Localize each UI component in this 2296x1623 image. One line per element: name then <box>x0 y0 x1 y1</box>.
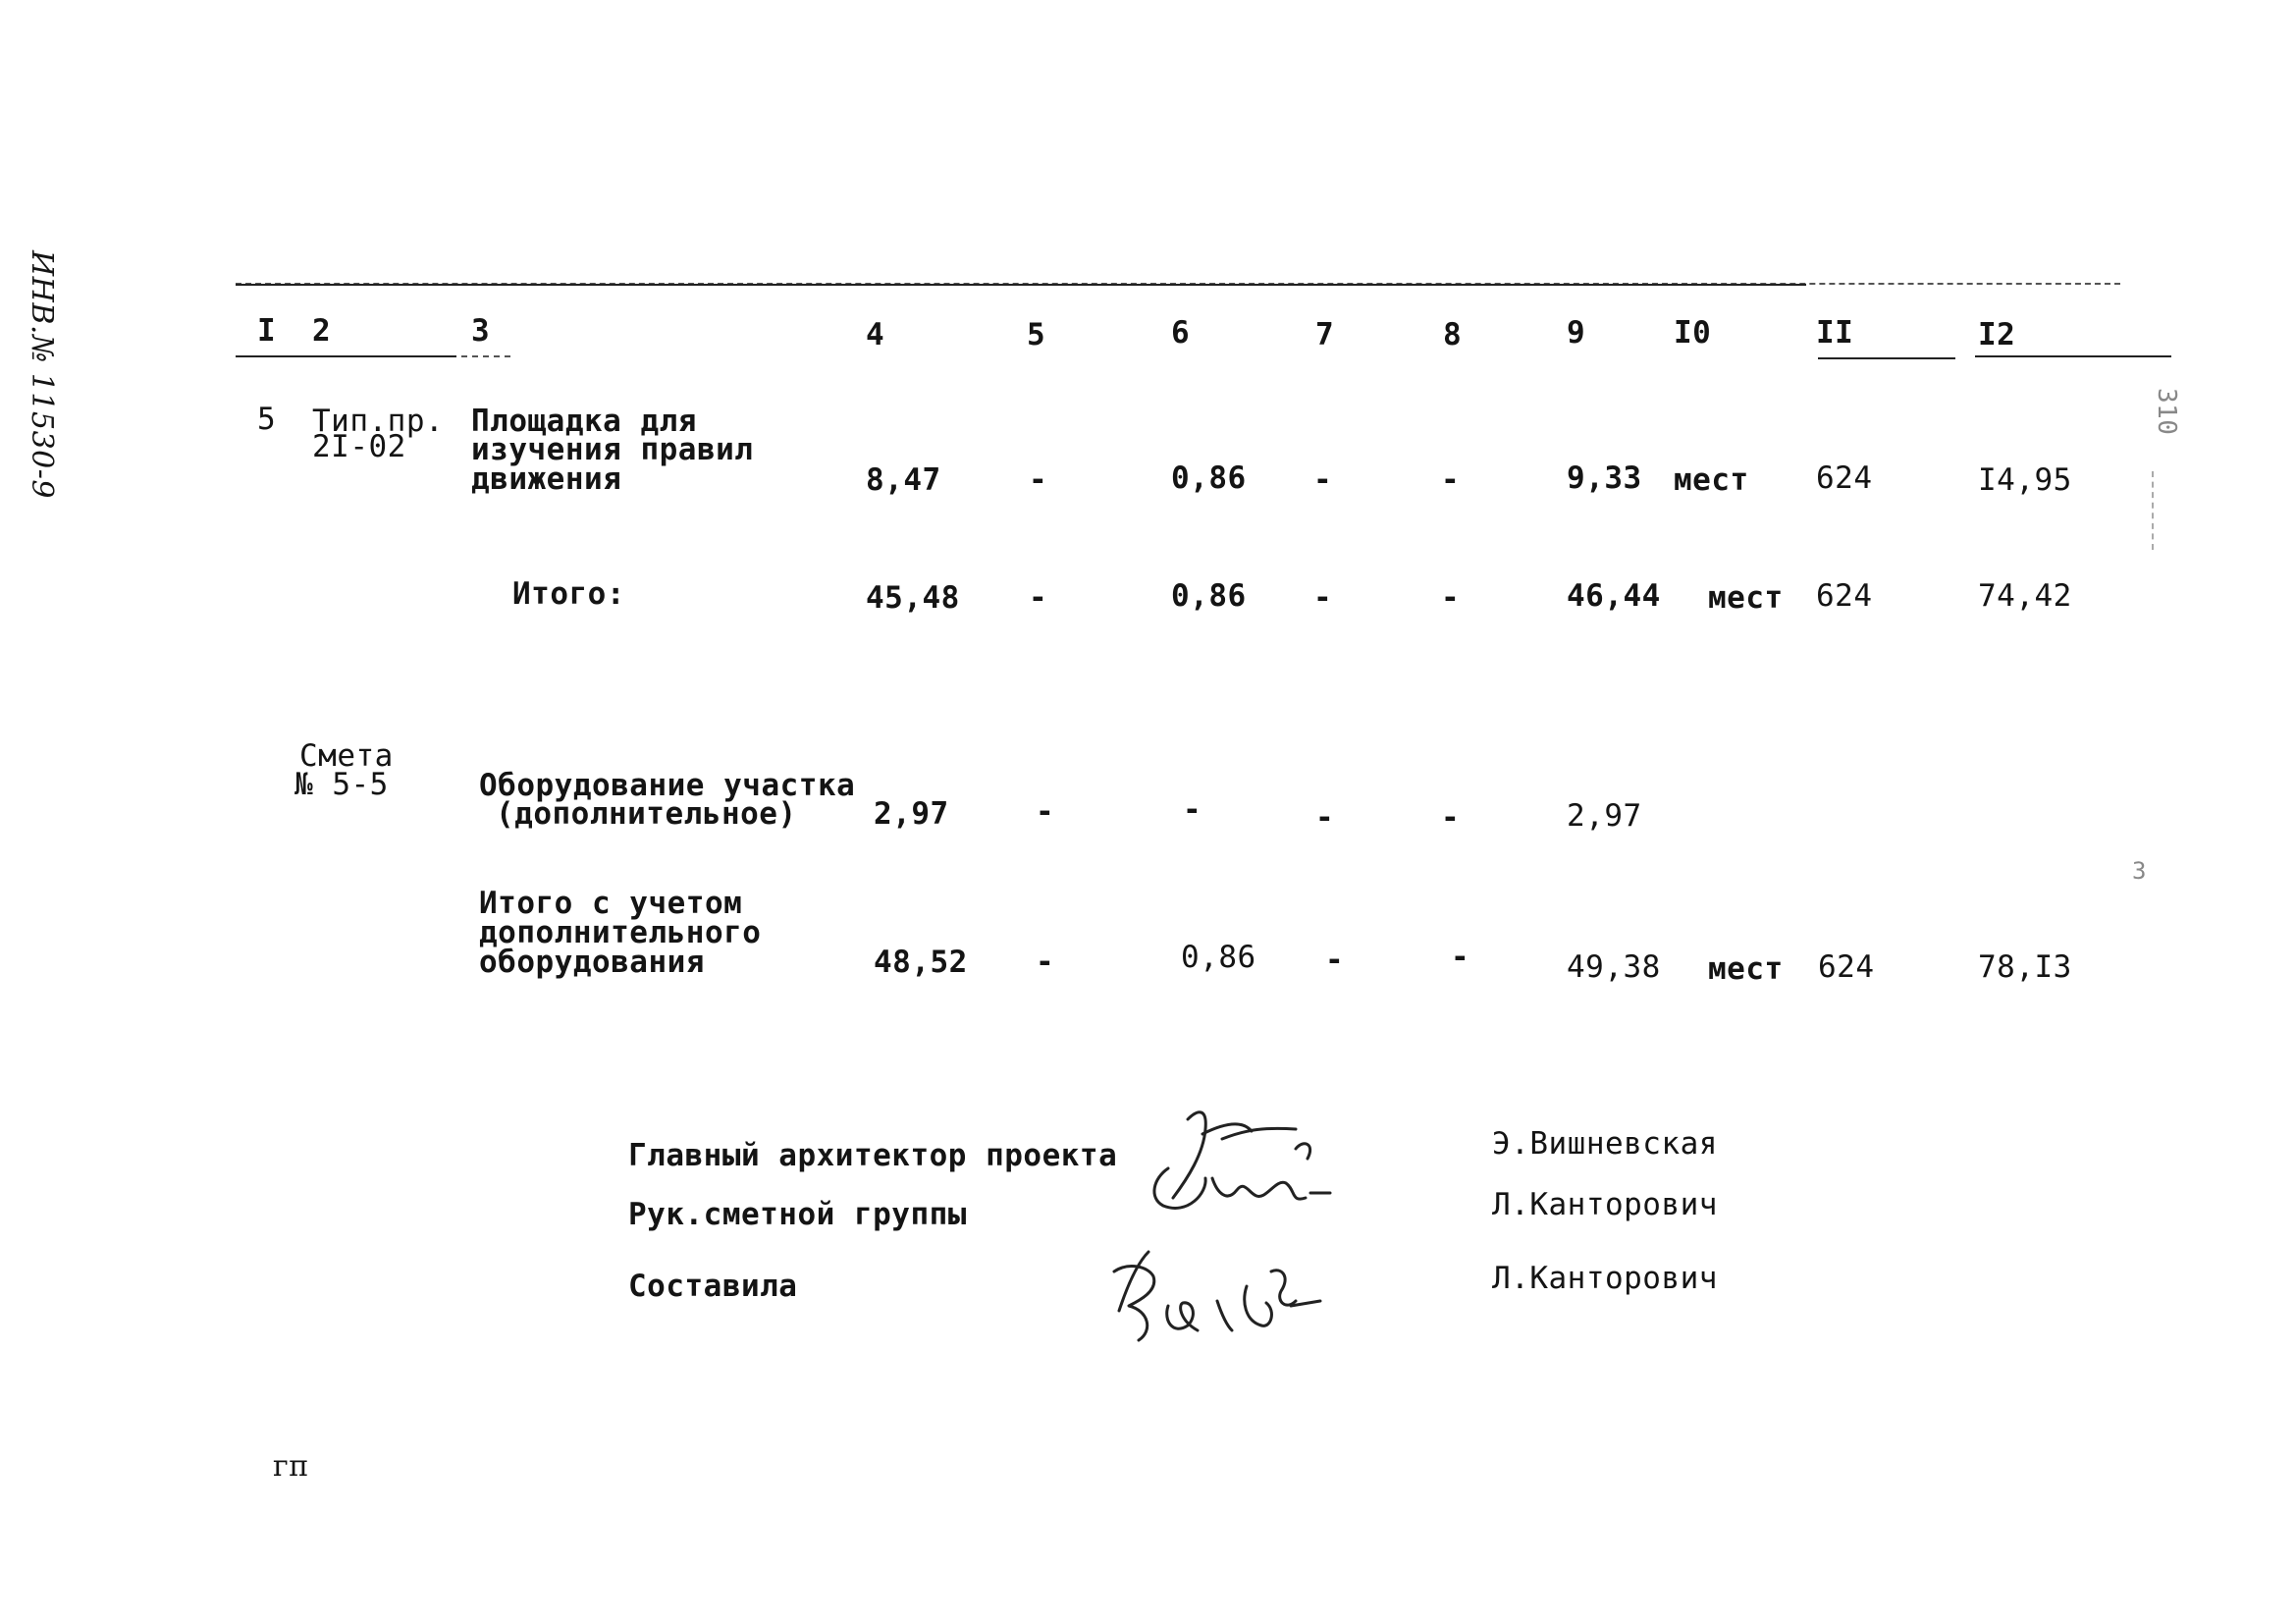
row-col12: I4,95 <box>1978 462 2072 498</box>
row-ref-line2: 2I-02 <box>312 429 406 464</box>
inventory-number-note: ИНВ.№ 11530-9 <box>25 250 59 499</box>
margin-smudge <box>2152 471 2160 550</box>
header-underline-12 <box>1975 355 2171 357</box>
col-header-1: I <box>257 313 277 349</box>
margin-number-right: 310 <box>2152 388 2181 436</box>
footer-mark: гп <box>273 1449 309 1484</box>
signer-role-1: Главный архитектор проекта <box>628 1138 1118 1173</box>
grand-total-col12: 78,I3 <box>1978 949 2072 985</box>
total-col11: 624 <box>1816 578 1873 614</box>
grand-total-col5: - <box>1036 945 1055 980</box>
signer-name-3: Л.Канторович <box>1492 1261 1718 1296</box>
row-col5: - <box>1029 462 1048 498</box>
col-header-11: II <box>1816 315 1854 351</box>
row-col4: 8,47 <box>866 462 941 498</box>
col-header-10: I0 <box>1674 315 1712 351</box>
margin-mark-right: З <box>2132 857 2147 885</box>
row-col6: 0,86 <box>1171 460 1247 496</box>
estimate-col8: - <box>1441 800 1461 836</box>
header-underline-3 <box>461 355 510 357</box>
signer-role-3: Составила <box>628 1269 798 1304</box>
row-desc-line3: движения <box>471 461 622 497</box>
row-desc-line1: Площадка для <box>471 404 697 439</box>
header-underline-1 <box>236 355 456 357</box>
grand-total-col9: 49,38 <box>1567 949 1661 985</box>
col-header-9: 9 <box>1567 315 1586 351</box>
grand-total-col4: 48,52 <box>874 945 968 980</box>
signer-name-2: Л.Канторович <box>1492 1187 1718 1222</box>
row-col9: 9,33 <box>1567 460 1642 496</box>
signer-name-1: Э.Вишневская <box>1492 1126 1718 1162</box>
row-desc-line2: изучения правил <box>471 432 754 467</box>
grand-total-col7: - <box>1325 943 1345 978</box>
estimate-ref-line1: Смета <box>299 738 394 774</box>
estimate-col4: 2,97 <box>874 796 949 832</box>
estimate-desc-line2: (дополнительное) <box>496 796 797 832</box>
total-col10: мест <box>1708 580 1784 616</box>
col-header-7: 7 <box>1315 317 1335 352</box>
total-col9: 46,44 <box>1567 578 1661 614</box>
signer-role-2: Рук.сметной группы <box>628 1197 967 1232</box>
row-number: 5 <box>257 402 277 437</box>
handwritten-signature-2 <box>1099 1232 1335 1350</box>
grand-total-col10: мест <box>1708 951 1784 987</box>
grand-total-label-line3: оборудования <box>479 945 705 980</box>
col-header-5: 5 <box>1027 317 1046 352</box>
estimate-col5: - <box>1036 794 1055 830</box>
row-col7: - <box>1313 462 1333 498</box>
total-col12: 74,42 <box>1978 578 2072 614</box>
estimate-col7: - <box>1315 800 1335 836</box>
grand-total-label-line1: Итого с учетом <box>479 886 743 921</box>
row-col10: мест <box>1674 462 1749 498</box>
handwritten-signature-1 <box>1129 1100 1345 1227</box>
col-header-6: 6 <box>1171 315 1191 351</box>
col-header-2: 2 <box>312 313 332 349</box>
total-label: Итого: <box>512 576 625 612</box>
estimate-col9: 2,97 <box>1567 798 1642 834</box>
total-col6: 0,86 <box>1171 578 1247 614</box>
row-col11: 624 <box>1816 460 1873 496</box>
total-col4: 45,48 <box>866 580 960 616</box>
col-header-8: 8 <box>1443 317 1463 352</box>
col-header-3: 3 <box>471 313 491 349</box>
grand-total-col8: - <box>1451 940 1470 975</box>
row-col8: - <box>1441 462 1461 498</box>
header-underline-11 <box>1818 357 1955 359</box>
estimate-ref-line2: № 5-5 <box>294 767 389 802</box>
grand-total-col11: 624 <box>1818 949 1875 985</box>
total-col7: - <box>1313 580 1333 616</box>
grand-total-col6: 0,86 <box>1181 940 1256 975</box>
table-top-rule-solid <box>236 284 1806 286</box>
total-col8: - <box>1441 580 1461 616</box>
grand-total-label-line2: дополнительного <box>479 915 762 950</box>
estimate-col6: - <box>1183 792 1202 828</box>
total-col5: - <box>1029 580 1048 616</box>
estimate-desc-line1: Оборудование участка <box>479 768 856 803</box>
col-header-12: I2 <box>1978 317 2016 352</box>
row-ref-line1: Тип.пр. <box>312 404 445 439</box>
col-header-4: 4 <box>866 317 885 352</box>
